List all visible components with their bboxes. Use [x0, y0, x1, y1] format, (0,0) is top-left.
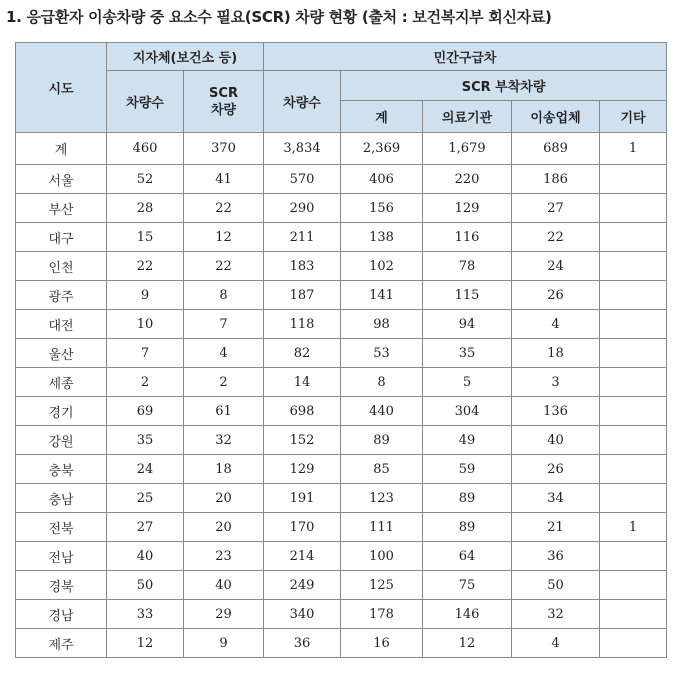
scr-total-cell: 141	[341, 281, 423, 310]
private-vehicle-count-cell: 570	[264, 165, 341, 194]
gov-vehicle-count-cell: 35	[107, 426, 184, 455]
scr-total-cell: 2,369	[341, 133, 423, 165]
scr-other-cell	[600, 368, 667, 397]
gov-scr-vehicle-cell: 23	[184, 542, 264, 571]
scr-total-cell: 156	[341, 194, 423, 223]
scr-total-cell: 406	[341, 165, 423, 194]
scr-other-cell	[600, 542, 667, 571]
scr-other-cell	[600, 426, 667, 455]
scr-total-cell: 138	[341, 223, 423, 252]
scr-transport-cell: 24	[512, 252, 600, 281]
header-medical: 의료기관	[423, 101, 512, 133]
scr-other-cell: 1	[600, 513, 667, 542]
scr-medical-cell: 115	[423, 281, 512, 310]
gov-vehicle-count-cell: 25	[107, 484, 184, 513]
table-row	[16, 339, 667, 368]
table-row	[16, 368, 667, 397]
scr-other-cell	[600, 194, 667, 223]
scr-other-cell	[600, 455, 667, 484]
scr-total-cell: 89	[341, 426, 423, 455]
scr-other-cell	[600, 252, 667, 281]
scr-other-cell	[600, 281, 667, 310]
region-cell: 계	[16, 133, 107, 165]
table-header	[16, 43, 667, 133]
header-private-ambulance: 민간구급차	[264, 43, 667, 71]
region-cell: 울산	[16, 339, 107, 368]
region-cell: 대구	[16, 223, 107, 252]
scr-other-cell	[600, 629, 667, 658]
header-transport: 이송업체	[512, 101, 600, 133]
gov-vehicle-count-cell: 33	[107, 600, 184, 629]
scr-transport-cell: 4	[512, 310, 600, 339]
scr-medical-cell: 5	[423, 368, 512, 397]
table-body	[16, 133, 667, 658]
scr-total-cell: 16	[341, 629, 423, 658]
header-gov-vehicle-count: 차량수	[107, 71, 184, 133]
scr-transport-cell: 26	[512, 455, 600, 484]
scr-total-cell: 100	[341, 542, 423, 571]
table-row	[16, 513, 667, 542]
scr-medical-cell: 304	[423, 397, 512, 426]
scr-transport-cell: 186	[512, 165, 600, 194]
private-vehicle-count-cell: 118	[264, 310, 341, 339]
gov-vehicle-count-cell: 27	[107, 513, 184, 542]
scr-total-cell: 53	[341, 339, 423, 368]
table-row	[16, 281, 667, 310]
gov-vehicle-count-cell: 24	[107, 455, 184, 484]
table-row	[16, 165, 667, 194]
private-vehicle-count-cell: 129	[264, 455, 341, 484]
table-row	[16, 571, 667, 600]
gov-scr-vehicle-cell: 4	[184, 339, 264, 368]
private-vehicle-count-cell: 290	[264, 194, 341, 223]
scr-total-cell: 125	[341, 571, 423, 600]
table-row	[16, 397, 667, 426]
region-cell: 광주	[16, 281, 107, 310]
table-row	[16, 600, 667, 629]
region-cell: 경남	[16, 600, 107, 629]
gov-vehicle-count-cell: 40	[107, 542, 184, 571]
private-vehicle-count-cell: 187	[264, 281, 341, 310]
scr-total-cell: 123	[341, 484, 423, 513]
header-scr-equipped: SCR 부착차량	[341, 71, 667, 101]
table-row	[16, 310, 667, 339]
gov-scr-vehicle-cell: 20	[184, 513, 264, 542]
gov-vehicle-count-cell: 28	[107, 194, 184, 223]
gov-vehicle-count-cell: 460	[107, 133, 184, 165]
scr-total-cell: 98	[341, 310, 423, 339]
gov-scr-vehicle-cell: 2	[184, 368, 264, 397]
gov-scr-vehicle-cell: 20	[184, 484, 264, 513]
scr-transport-cell: 26	[512, 281, 600, 310]
gov-scr-vehicle-cell: 41	[184, 165, 264, 194]
header-private-vehicle-count: 차량수	[264, 71, 341, 133]
scr-transport-cell: 689	[512, 133, 600, 165]
region-cell: 세종	[16, 368, 107, 397]
scr-total-cell: 85	[341, 455, 423, 484]
scr-transport-cell: 50	[512, 571, 600, 600]
scr-medical-cell: 78	[423, 252, 512, 281]
scr-transport-cell: 22	[512, 223, 600, 252]
gov-vehicle-count-cell: 50	[107, 571, 184, 600]
scr-medical-cell: 220	[423, 165, 512, 194]
gov-scr-vehicle-cell: 9	[184, 629, 264, 658]
gov-vehicle-count-cell: 10	[107, 310, 184, 339]
document-title: 1. 응급환자 이송차량 중 요소수 필요(SCR) 차량 현황 (출처 : 보건복지부 회신자료)	[6, 8, 552, 26]
region-cell: 충북	[16, 455, 107, 484]
scr-other-cell	[600, 571, 667, 600]
gov-scr-vehicle-cell: 40	[184, 571, 264, 600]
scr-medical-cell: 35	[423, 339, 512, 368]
scr-transport-cell: 136	[512, 397, 600, 426]
header-local-gov: 지자체(보건소 등)	[107, 43, 264, 71]
gov-scr-vehicle-cell: 22	[184, 252, 264, 281]
gov-scr-vehicle-cell: 32	[184, 426, 264, 455]
private-vehicle-count-cell: 249	[264, 571, 341, 600]
scr-medical-cell: 89	[423, 484, 512, 513]
scr-medical-cell: 64	[423, 542, 512, 571]
private-vehicle-count-cell: 340	[264, 600, 341, 629]
table-row	[16, 194, 667, 223]
region-cell: 강원	[16, 426, 107, 455]
gov-vehicle-count-cell: 2	[107, 368, 184, 397]
region-cell: 부산	[16, 194, 107, 223]
scr-medical-cell: 116	[423, 223, 512, 252]
region-cell: 대전	[16, 310, 107, 339]
gov-scr-vehicle-cell: 61	[184, 397, 264, 426]
scr-medical-cell: 1,679	[423, 133, 512, 165]
gov-scr-vehicle-cell: 7	[184, 310, 264, 339]
header-other: 기타	[600, 101, 667, 133]
gov-vehicle-count-cell: 52	[107, 165, 184, 194]
private-vehicle-count-cell: 3,834	[264, 133, 341, 165]
region-cell: 충남	[16, 484, 107, 513]
private-vehicle-count-cell: 191	[264, 484, 341, 513]
private-vehicle-count-cell: 14	[264, 368, 341, 397]
header-scr-line2: 차량	[210, 102, 237, 118]
table-row	[16, 252, 667, 281]
gov-scr-vehicle-cell: 22	[184, 194, 264, 223]
header-total: 계	[341, 101, 423, 133]
private-vehicle-count-cell: 36	[264, 629, 341, 658]
scr-transport-cell: 34	[512, 484, 600, 513]
private-vehicle-count-cell: 214	[264, 542, 341, 571]
table-row	[16, 542, 667, 571]
header-region: 시도	[16, 43, 107, 133]
private-vehicle-count-cell: 170	[264, 513, 341, 542]
scr-total-cell: 102	[341, 252, 423, 281]
gov-vehicle-count-cell: 69	[107, 397, 184, 426]
header-gov-scr-vehicle	[184, 71, 264, 133]
scr-transport-cell: 4	[512, 629, 600, 658]
header-scr-line1: SCR	[209, 85, 238, 101]
gov-scr-vehicle-cell: 8	[184, 281, 264, 310]
table-row	[16, 484, 667, 513]
table-row	[16, 223, 667, 252]
gov-scr-vehicle-cell: 18	[184, 455, 264, 484]
region-cell: 전남	[16, 542, 107, 571]
private-vehicle-count-cell: 211	[264, 223, 341, 252]
private-vehicle-count-cell: 152	[264, 426, 341, 455]
scr-transport-cell: 36	[512, 542, 600, 571]
scr-total-cell: 8	[341, 368, 423, 397]
gov-vehicle-count-cell: 22	[107, 252, 184, 281]
scr-total-cell: 111	[341, 513, 423, 542]
region-cell: 경북	[16, 571, 107, 600]
scr-total-cell: 440	[341, 397, 423, 426]
scr-other-cell	[600, 397, 667, 426]
scr-transport-cell: 32	[512, 600, 600, 629]
gov-scr-vehicle-cell: 29	[184, 600, 264, 629]
gov-vehicle-count-cell: 9	[107, 281, 184, 310]
gov-scr-vehicle-cell: 370	[184, 133, 264, 165]
table-row	[16, 133, 667, 165]
region-cell: 제주	[16, 629, 107, 658]
scr-vehicle-table	[15, 42, 667, 658]
scr-medical-cell: 89	[423, 513, 512, 542]
scr-medical-cell: 59	[423, 455, 512, 484]
scr-transport-cell: 40	[512, 426, 600, 455]
region-cell: 전북	[16, 513, 107, 542]
table-row	[16, 629, 667, 658]
scr-other-cell: 1	[600, 133, 667, 165]
gov-vehicle-count-cell: 12	[107, 629, 184, 658]
scr-medical-cell: 49	[423, 426, 512, 455]
scr-medical-cell: 146	[423, 600, 512, 629]
scr-medical-cell: 129	[423, 194, 512, 223]
gov-vehicle-count-cell: 15	[107, 223, 184, 252]
scr-other-cell	[600, 165, 667, 194]
scr-medical-cell: 75	[423, 571, 512, 600]
gov-scr-vehicle-cell: 12	[184, 223, 264, 252]
scr-transport-cell: 21	[512, 513, 600, 542]
private-vehicle-count-cell: 82	[264, 339, 341, 368]
gov-vehicle-count-cell: 7	[107, 339, 184, 368]
scr-other-cell	[600, 223, 667, 252]
region-cell: 서울	[16, 165, 107, 194]
table-row	[16, 455, 667, 484]
region-cell: 경기	[16, 397, 107, 426]
scr-other-cell	[600, 484, 667, 513]
scr-medical-cell: 12	[423, 629, 512, 658]
scr-transport-cell: 27	[512, 194, 600, 223]
scr-total-cell: 178	[341, 600, 423, 629]
scr-other-cell	[600, 600, 667, 629]
scr-transport-cell: 3	[512, 368, 600, 397]
table-row	[16, 426, 667, 455]
scr-medical-cell: 94	[423, 310, 512, 339]
private-vehicle-count-cell: 698	[264, 397, 341, 426]
region-cell: 인천	[16, 252, 107, 281]
scr-transport-cell: 18	[512, 339, 600, 368]
scr-other-cell	[600, 310, 667, 339]
private-vehicle-count-cell: 183	[264, 252, 341, 281]
scr-other-cell	[600, 339, 667, 368]
